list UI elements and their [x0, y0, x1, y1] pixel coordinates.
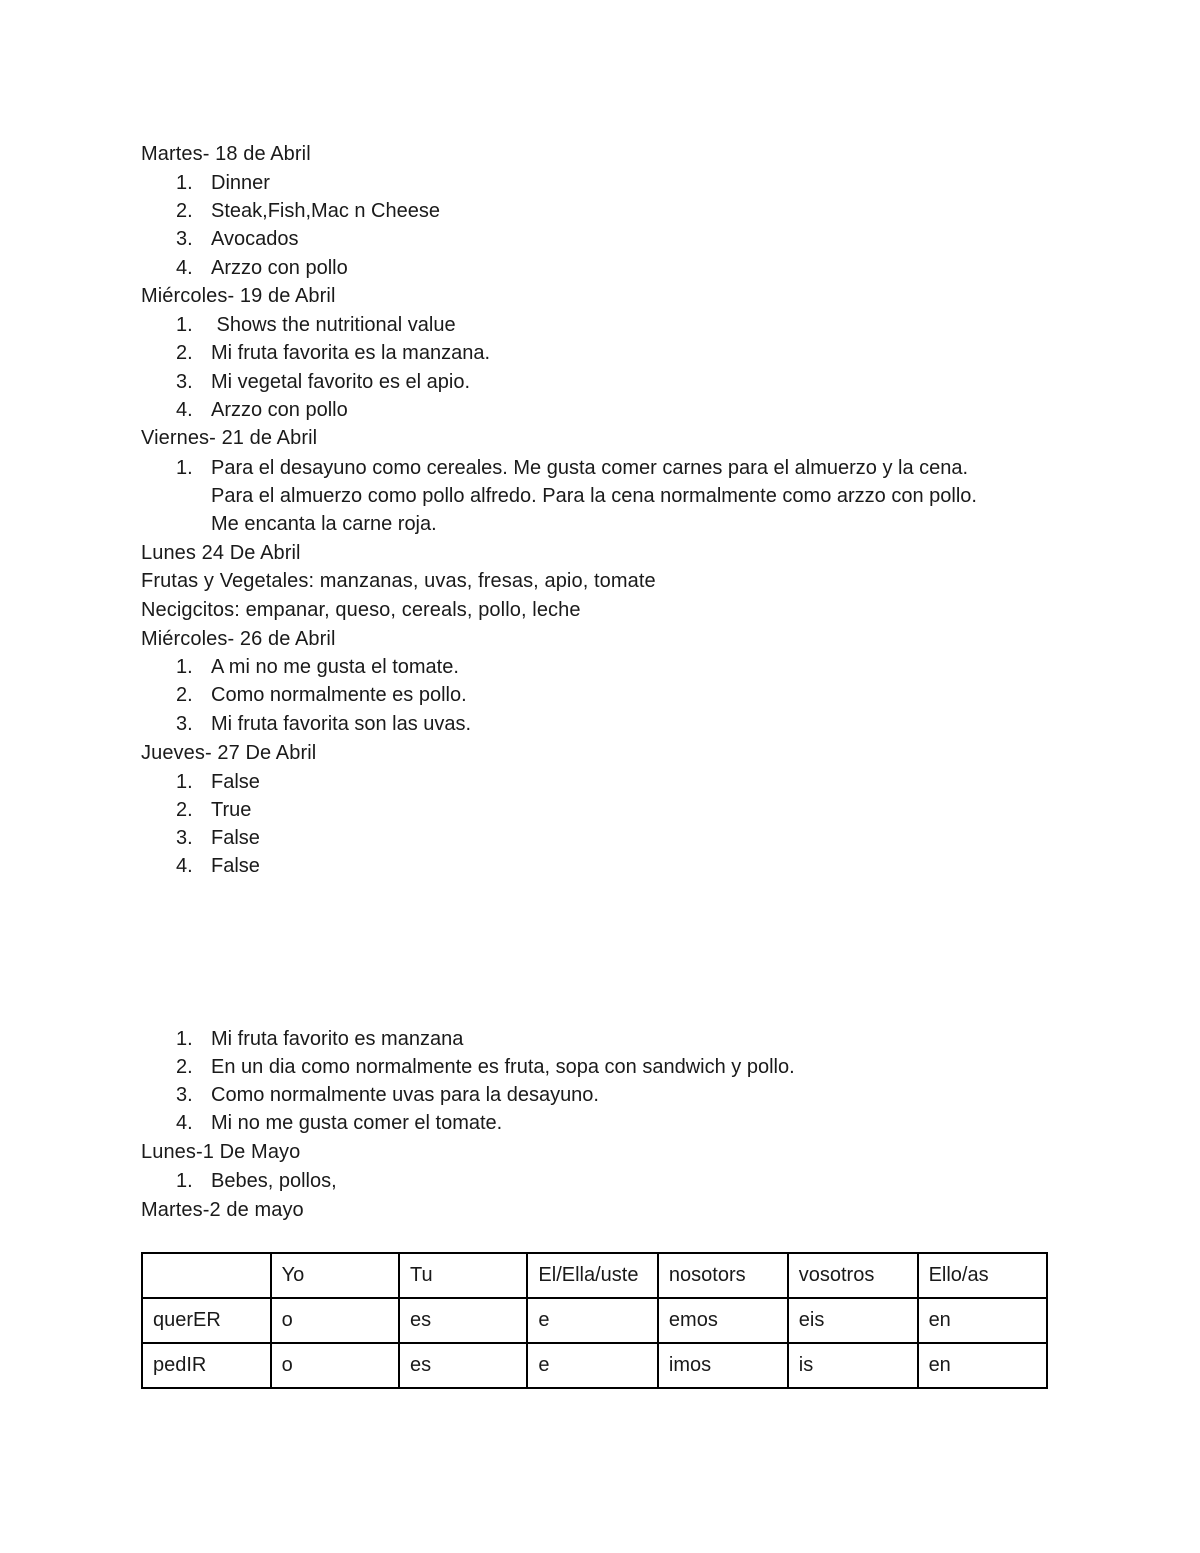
list-number: 1.	[176, 457, 193, 479]
list-item-text: False	[211, 827, 260, 849]
list-item-text: En un dia como normalmente es fruta, sopa con sandwich y pollo.	[211, 1056, 795, 1078]
list-number: 1.	[176, 1028, 193, 1050]
list-item-text: Dinner	[211, 172, 270, 194]
table-cell: is	[788, 1343, 918, 1388]
table-cell	[142, 1253, 271, 1298]
table-cell: eis	[788, 1298, 918, 1343]
list-number: 1.	[176, 771, 193, 793]
table-row	[142, 1298, 1047, 1343]
list-item	[176, 796, 251, 824]
heading-martes-18: Martes- 18 de Abril	[141, 143, 311, 165]
list-number: 3.	[176, 827, 193, 849]
list-number: 1.	[176, 1170, 193, 1192]
list-item-text: Mi fruta favorita es la manzana.	[211, 342, 491, 364]
heading-jueves-27: Jueves- 27 De Abril	[141, 742, 317, 764]
table-cell: Ello/as	[918, 1253, 1047, 1298]
heading-miercoles-19: Miércoles- 19 de Abril	[141, 285, 336, 307]
table-cell: es	[399, 1343, 527, 1388]
list-item-continuation: Me encanta la carne roja.	[211, 513, 437, 535]
table-cell: Yo	[271, 1253, 399, 1298]
list-item	[176, 169, 270, 197]
table-cell: emos	[658, 1298, 788, 1343]
table-cell: pedIR	[142, 1343, 271, 1388]
list-item-text: Arzzo con pollo	[211, 257, 348, 279]
list-number: 2.	[176, 200, 193, 222]
table-cell: en	[918, 1343, 1047, 1388]
list-number: 4.	[176, 257, 193, 279]
list-item	[176, 653, 459, 681]
table-cell: Tu	[399, 1253, 527, 1298]
conjugation-table	[141, 1252, 1048, 1389]
list-item-text: Shows the nutritional value	[211, 314, 456, 336]
list-item-text: Steak,Fish,Mac n Cheese	[211, 200, 440, 222]
heading-lunes-24: Lunes 24 De Abril	[141, 542, 301, 564]
list-item-text: False	[211, 855, 260, 877]
list-item-text: Arzzo con pollo	[211, 399, 348, 421]
list-item-text: False	[211, 771, 260, 793]
list-number: 3.	[176, 1084, 193, 1106]
list-item	[176, 1081, 599, 1109]
list-number: 2.	[176, 799, 193, 821]
list-item-text: Avocados	[211, 228, 299, 250]
list-number: 4.	[176, 1112, 193, 1134]
list-item-text: Mi no me gusta comer el tomate.	[211, 1112, 503, 1134]
list-item	[176, 852, 260, 880]
table-cell: El/Ella/uste	[527, 1253, 657, 1298]
list-item	[176, 396, 348, 424]
table-cell: nosotors	[658, 1253, 788, 1298]
list-item	[176, 1053, 795, 1081]
list-number: 2.	[176, 684, 193, 706]
list-item-text: A mi no me gusta el tomate.	[211, 656, 459, 678]
list-item-text: Mi fruta favorita son las uvas.	[211, 713, 472, 735]
list-number: 4.	[176, 855, 193, 877]
list-item	[176, 197, 440, 225]
list-number: 1.	[176, 656, 193, 678]
list-number: 3.	[176, 713, 193, 735]
table-cell: es	[399, 1298, 527, 1343]
list-item-text: Mi fruta favorito es manzana	[211, 1028, 464, 1050]
list-number: 3.	[176, 371, 193, 393]
list-item	[176, 710, 471, 738]
table-cell: e	[527, 1298, 657, 1343]
list-item-text: Como normalmente uvas para la desayuno.	[211, 1084, 599, 1106]
list-item	[176, 1109, 502, 1137]
list-item	[176, 339, 490, 367]
table-cell: o	[271, 1298, 399, 1343]
list-item	[176, 254, 348, 282]
list-item-text: Bebes, pollos,	[211, 1170, 337, 1192]
list-number: 2.	[176, 342, 193, 364]
table-cell: en	[918, 1298, 1047, 1343]
list-item	[176, 824, 260, 852]
list-number: 3.	[176, 228, 193, 250]
list-item-continuation: Para el almuerzo como pollo alfredo. Para la cena normalmente como arzzo con pollo.	[211, 485, 977, 507]
list-item-text: Como normalmente es pollo.	[211, 684, 467, 706]
list-item-text: True	[211, 799, 252, 821]
list-number: 4.	[176, 399, 193, 421]
table-cell: querER	[142, 1298, 271, 1343]
table-cell: vosotros	[788, 1253, 918, 1298]
table-cell: o	[271, 1343, 399, 1388]
heading-martes-2-mayo: Martes-2 de mayo	[141, 1199, 304, 1221]
list-item	[176, 1025, 463, 1053]
list-item	[176, 768, 260, 796]
heading-viernes-21: Viernes- 21 de Abril	[141, 427, 318, 449]
list-item	[176, 454, 968, 482]
necigcitos-line: Necigcitos: empanar, queso, cereals, pollo, leche	[141, 599, 581, 621]
heading-lunes-1-mayo: Lunes-1 De Mayo	[141, 1141, 301, 1163]
list-number: 2.	[176, 1056, 193, 1078]
list-item-text: Mi vegetal favorito es el apio.	[211, 371, 471, 393]
list-item	[176, 368, 470, 396]
list-number: 1.	[176, 172, 193, 194]
table-row	[142, 1343, 1047, 1388]
list-item-text: Para el desayuno como cereales. Me gusta comer carnes para el almuerzo y la cena.	[211, 457, 969, 479]
list-item	[176, 1167, 337, 1195]
table-cell: imos	[658, 1343, 788, 1388]
table-cell: e	[527, 1343, 657, 1388]
fruits-vegetables-line: Frutas y Vegetales: manzanas, uvas, fresas, apio, tomate	[141, 570, 656, 592]
heading-miercoles-26: Miércoles- 26 de Abril	[141, 628, 336, 650]
list-number: 1.	[176, 314, 193, 336]
list-item	[176, 311, 456, 339]
list-item	[176, 225, 298, 253]
list-item	[176, 681, 467, 709]
table-header-row	[142, 1253, 1047, 1298]
